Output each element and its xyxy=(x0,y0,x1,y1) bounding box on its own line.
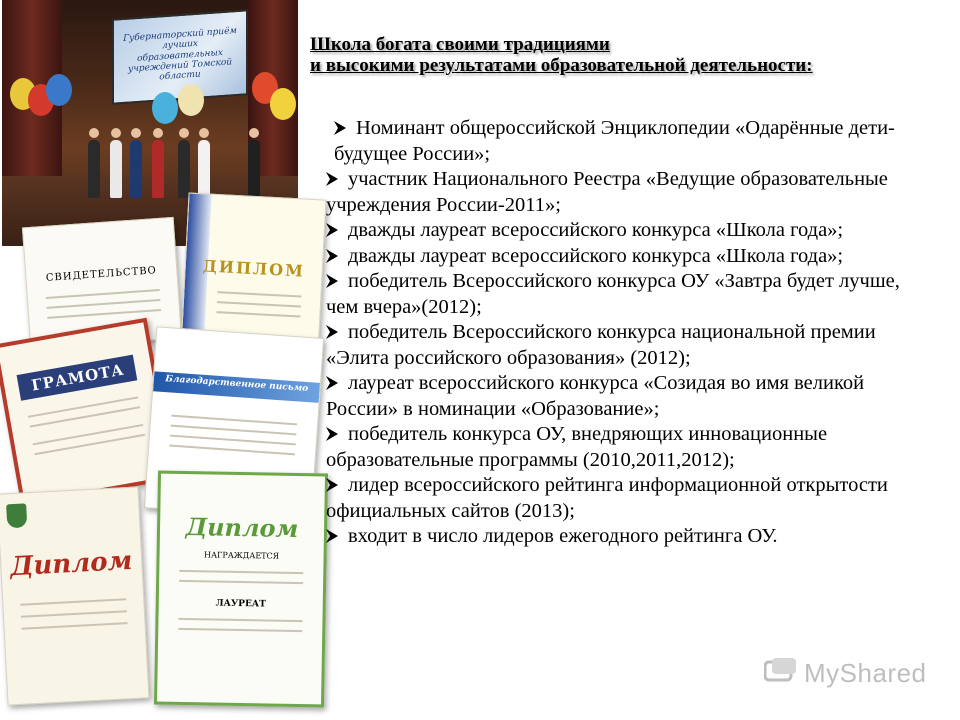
diploma-red-document xyxy=(0,486,149,705)
text-line xyxy=(47,299,161,309)
person-head xyxy=(199,128,209,138)
achievement-text: лауреат всероссийского конкурса «Созидая во имя великой России» в номинации «Образование»; xyxy=(326,372,865,420)
achievement-item xyxy=(326,218,936,244)
achievement-text: участник Национального Реестра «Ведущие образовательные учреждения России-2011»; xyxy=(326,168,888,216)
text-line xyxy=(21,610,127,618)
achievement-text: дважды лауреат всероссийского конкурса «Школа года»; xyxy=(348,219,844,241)
balloon xyxy=(46,74,72,106)
myshared-watermark xyxy=(764,656,927,690)
coat-of-arms-icon xyxy=(6,503,27,528)
person xyxy=(130,140,142,198)
text-line xyxy=(178,618,303,622)
person-head xyxy=(89,128,99,138)
arrow-bullet-icon xyxy=(326,172,338,186)
person xyxy=(152,140,164,198)
text-line xyxy=(32,424,143,445)
achievement-text: входит в число лидеров ежегодного рейтинга ОУ. xyxy=(348,525,778,547)
text-line xyxy=(179,570,304,574)
text-line xyxy=(21,622,127,630)
text-line xyxy=(46,289,160,299)
heading-line-2: и высокими результатами образовательной деятельности: xyxy=(310,55,813,76)
arrow-bullet-icon xyxy=(326,223,338,237)
achievement-item xyxy=(326,473,936,524)
achievement-item xyxy=(326,371,936,422)
text-line xyxy=(217,301,301,307)
text-line xyxy=(171,425,297,436)
person-head xyxy=(249,128,259,138)
arrow-bullet-icon xyxy=(334,121,346,135)
text-line xyxy=(169,445,295,456)
text-line xyxy=(171,415,297,426)
person xyxy=(88,140,100,198)
arrow-bullet-icon xyxy=(326,376,338,390)
achievement-text: Номинант общероссийской Энциклопедии «Одарённые дети- будущее России»; xyxy=(334,117,895,165)
screen-text: Губернаторский приём лучших образовательных учреждений Томской области xyxy=(123,26,237,83)
achievement-item xyxy=(326,269,936,320)
gramota-title: ГРАМОТА xyxy=(30,360,126,395)
achievement-item xyxy=(326,320,936,371)
diploma-green-document xyxy=(154,471,328,708)
person xyxy=(248,140,260,198)
photo-collage xyxy=(0,0,330,720)
thanks-letter-title: Благодарственное письмо xyxy=(164,374,309,395)
achievement-text: победитель Всероссийского конкурса национальной премии «Элита российского образования» (2012); xyxy=(326,321,876,369)
achievement-item xyxy=(326,422,936,473)
laureat-label: ЛАУРЕАТ xyxy=(215,598,266,610)
balloon xyxy=(270,88,296,120)
achievement-text: лидер всероссийского рейтинга информационной открытости официальных сайтов (2013); xyxy=(326,474,888,522)
arrow-bullet-icon xyxy=(326,249,338,263)
achievements-list xyxy=(326,116,936,550)
diploma-green-title: Диплом xyxy=(185,512,299,543)
achievement-text: победитель Всероссийского конкурса ОУ «Завтра будет лучше, чем вчера»(2012); xyxy=(326,270,900,318)
arrow-bullet-icon xyxy=(326,325,338,339)
text-line xyxy=(29,406,140,427)
text-line xyxy=(34,434,145,455)
diploma-green-subtitle: НАГРАЖДАЕТСЯ xyxy=(203,550,280,561)
person xyxy=(178,140,190,198)
arrow-bullet-icon xyxy=(326,478,338,492)
text-line xyxy=(20,598,126,606)
certificate-title: СВИДЕТЕЛЬСТВО xyxy=(45,265,158,284)
person xyxy=(198,140,210,198)
heading-line-1: Школа богата своими традициями xyxy=(310,34,610,55)
person xyxy=(110,140,122,198)
arrow-bullet-icon xyxy=(326,427,338,441)
text-line xyxy=(217,291,301,297)
slide-heading xyxy=(310,34,950,76)
balloon xyxy=(152,92,178,124)
watermark-text: MyShared xyxy=(804,657,927,688)
person-head xyxy=(111,128,121,138)
diploma-gold-title: ДИПЛОМ xyxy=(202,256,306,281)
balloon xyxy=(178,84,204,116)
diploma-red-title: Диплом xyxy=(9,545,134,583)
text-line xyxy=(178,628,303,632)
text-line xyxy=(28,396,139,417)
achievement-item xyxy=(326,244,936,270)
person-head xyxy=(153,128,163,138)
achievement-text: дважды лауреат всероссийского конкурса «Школа года»; xyxy=(348,244,844,267)
arrow-bullet-icon xyxy=(326,529,338,543)
achievement-item xyxy=(326,167,936,218)
text-line xyxy=(216,311,300,317)
achievement-item xyxy=(326,524,936,550)
person-head xyxy=(131,128,141,138)
text-line xyxy=(179,580,304,584)
person-head xyxy=(179,128,189,138)
text-line xyxy=(170,435,296,446)
achievement-item xyxy=(326,116,936,167)
myshared-logo-icon xyxy=(764,656,798,691)
achievement-text: победитель конкурса ОУ, внедряющих инновационные образовательные программы (2010,2011,2012); xyxy=(326,423,828,471)
arrow-bullet-icon xyxy=(326,274,338,288)
